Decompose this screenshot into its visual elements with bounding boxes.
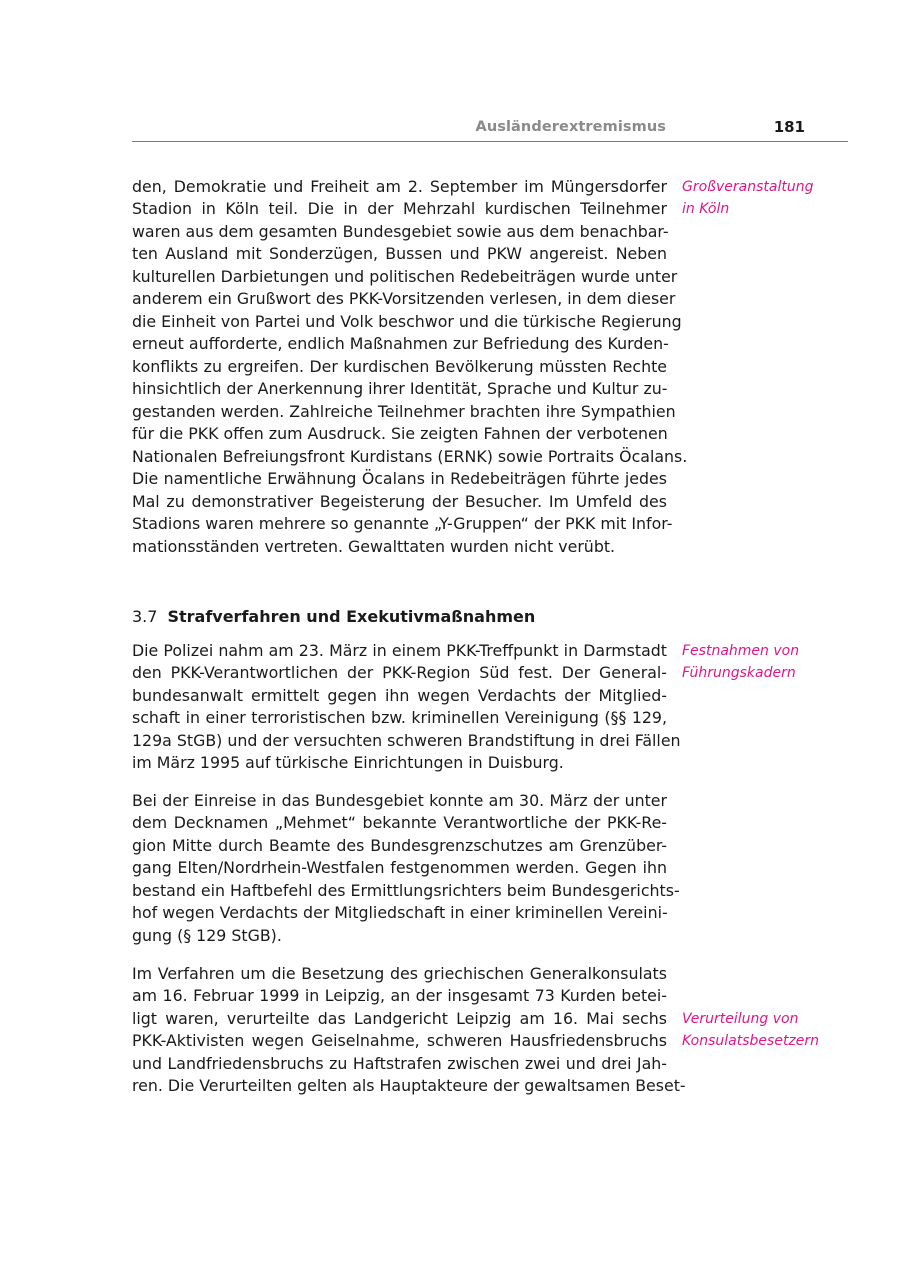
section-heading xyxy=(132,606,535,628)
text-line: hinsichtlich der Anerkennung ihrer Identität, Sprache und Kultur zu- xyxy=(132,379,668,398)
text-line: und Landfriedensbruchs zu Haftstrafen zwischen zwei und drei Jah- xyxy=(132,1054,667,1073)
section-title: Strafverfahren und Exekutivmaßnahmen xyxy=(167,607,536,626)
page-header xyxy=(132,116,848,142)
text-line: 129a StGB) und der versuchten schweren Brandstiftung in drei Fällen xyxy=(132,731,681,750)
text-line: erneut aufforderte, endlich Maßnahmen zur Befriedung des Kurden- xyxy=(132,334,669,353)
text-line: Bei der Einreise in das Bundesgebiet konnte am 30. März der unter xyxy=(132,791,667,810)
text-line: die Einheit von Partei und Volk beschwor und die türkische Regierung xyxy=(132,312,682,331)
text-line: waren aus dem gesamten Bundesgebiet sowie aus dem benachbar- xyxy=(132,222,669,241)
text-line: für die PKK offen zum Ausdruck. Sie zeigten Fahnen der verbotenen xyxy=(132,424,668,443)
text-line: Die namentliche Erwähnung Öcalans in Redebeiträgen führte jedes xyxy=(132,469,667,488)
text-line: am 16. Februar 1999 in Leipzig, an der insgesamt 73 Kurden betei- xyxy=(132,986,667,1005)
running-title: Ausländerextremismus xyxy=(475,119,666,135)
text-line: Die Polizei nahm am 23. März in einem PKK-Treffpunkt in Darmstadt xyxy=(132,641,667,660)
text-line: Im Verfahren um die Besetzung des griechischen Generalkonsulats xyxy=(132,964,667,983)
text-line: hof wegen Verdachts der Mitgliedschaft in einer kriminellen Vereini- xyxy=(132,903,668,922)
margin-note: Führungskadern xyxy=(682,665,796,681)
text-line: den PKK-Verantwortlichen der PKK-Region Süd fest. Der General- xyxy=(132,663,667,682)
margin-note: Festnahmen von xyxy=(682,643,800,659)
text-line: Stadion in Köln teil. Die in der Mehrzahl kurdischen Teilnehmer xyxy=(132,199,667,218)
text-line: anderem ein Grußwort des PKK-Vorsitzenden verlesen, in dem dieser xyxy=(132,289,676,308)
text-line: gion Mitte durch Beamte des Bundesgrenzschutzes am Grenzüber- xyxy=(132,836,667,855)
text-line: bundesanwalt ermittelt gegen ihn wegen Verdachts der Mitglied- xyxy=(132,686,667,705)
text-line: PKK-Aktivisten wegen Geiselnahme, schweren Hausfriedensbruchs xyxy=(132,1031,667,1050)
text-line: ligt waren, verurteilte das Landgericht Leipzig am 16. Mai sechs xyxy=(132,1009,667,1028)
text-line: gestanden werden. Zahlreiche Teilnehmer brachten ihre Sympathien xyxy=(132,402,676,421)
margin-note: in Köln xyxy=(682,201,730,217)
text-line: konflikts zu ergreifen. Der kurdischen Bevölkerung müssten Rechte xyxy=(132,357,667,376)
section-number: 3.7 xyxy=(132,607,158,626)
margin-note: Großveranstaltung xyxy=(682,179,814,195)
text-line: bestand ein Haftbefehl des Ermittlungsrichters beim Bundesgerichts- xyxy=(132,881,680,900)
text-line: schaft in einer terroristischen bzw. kriminellen Vereinigung (§§ 129, xyxy=(132,708,667,727)
text-line: gang Elten/Nordrhein-Westfalen festgenommen werden. Gegen ihn xyxy=(132,858,667,877)
text-line: ren. Die Verurteilten gelten als Hauptakteure der gewaltsamen Beset- xyxy=(132,1076,686,1095)
text-line: den, Demokratie und Freiheit am 2. September im Müngersdorfer xyxy=(132,177,667,196)
text-line: mationsständen vertreten. Gewalttaten wurden nicht verübt. xyxy=(132,537,616,556)
page-number: 181 xyxy=(773,118,805,136)
text-line: kulturellen Darbietungen und politischen Redebeiträgen wurde unter xyxy=(132,267,678,286)
text-line: gung (§ 129 StGB). xyxy=(132,926,282,945)
margin-note: Konsulatsbesetzern xyxy=(682,1033,820,1049)
text-line: dem Decknamen „Mehmet“ bekannte Verantwortliche der PKK-Re- xyxy=(132,813,667,832)
text-line: Nationalen Befreiungsfront Kurdistans (ERNK) sowie Portraits Öcalans. xyxy=(132,447,688,466)
text-line: Stadions waren mehrere so genannte „Y-Gruppen“ der PKK mit Infor- xyxy=(132,514,673,533)
margin-note: Verurteilung von xyxy=(682,1011,799,1027)
text-line: Mal zu demonstrativer Begeisterung der Besucher. Im Umfeld des xyxy=(132,492,667,511)
text-line: im März 1995 auf türkische Einrichtungen in Duisburg. xyxy=(132,753,564,772)
text-line: ten Ausland mit Sonderzügen, Bussen und PKW angereist. Neben xyxy=(132,244,667,263)
